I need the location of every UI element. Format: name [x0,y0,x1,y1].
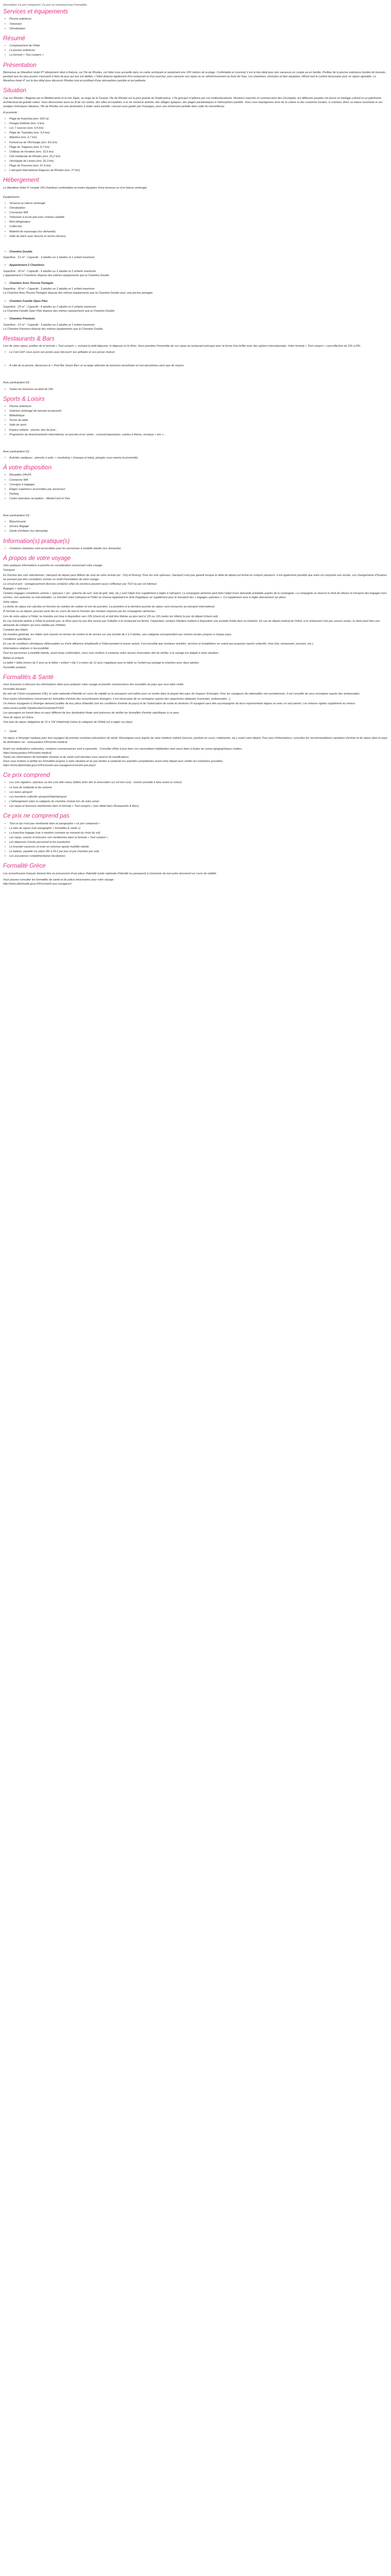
list-item: • Forteresse de l'Archange (env. 8,6 km) [3,141,388,145]
list-item: • Climatisation [3,206,388,210]
list-item: • Atlantica (env. 6,7 km) [3,135,388,140]
list-item: • La formule « Tout compris » [3,53,388,57]
list-item: • Toutes les boissons au-delà de 23h. [3,387,388,392]
propos-paragraph: À l'arrivée ou au départ, pouvant avoir lieu en cours de nuit en fonction des horaires imposés par les compagnies aériennes. [3,610,156,614]
list-item: • Tennis de table [3,418,388,422]
proximity-list [3,117,388,173]
list-item: • Plage de Kolymbia (env. 600 m) [3,117,388,121]
sports-pay-list [3,456,388,460]
list-item: • Certaines chambres sont accessibles pour les personnes à mobilité réduite (sur demande). [3,547,388,551]
list-item: • Parking [3,492,388,496]
list-item: • Salle de bains avec douche et sèche-cheveux [3,234,388,239]
propos-paragraph: Transport [3,569,15,572]
propos-paragraph: Bébés et enfants [3,656,24,660]
restaurants-list [3,350,388,354]
services-list [3,17,388,30]
propos-paragraph: Formalité sanitaire [3,666,26,669]
list-item: • L'aéroport international Diagoras de Rhodes (env. 27 km) [3,168,388,173]
room-name: • Chambre Famille Open Plan [3,299,388,303]
pay-note: Avec participation (€) : [3,514,31,518]
propos-paragraph: Conduite des hôtels [3,628,28,632]
propos-paragraph: Informations relatives à l'accessibilité [3,647,49,651]
section-title-ne-comprend: Ce prix ne comprend pas [3,813,70,820]
formalites-link[interactable]: www.service-public.fr/particuliers/vosdroits/F1922 [3,706,64,710]
list-item: • Cartes bancaires acceptées : MasterCard et Visa [3,497,388,501]
identite-text-2: Vous pouvez consulter les formalités de santé et de police nécessaires pour votre voyage : http://www.diplomatie.gouv.fr/fr/conseils-aux-voyageurs/ [3,878,115,886]
list-item: • Activités nautiques : planche à voile, « snorkeling » (masque et tuba), plongée sous-marine (à proximité) [3,456,388,460]
disposition-list [3,473,388,501]
list-item: • Les repas et boissons mentionnés dans la formule « Tout compris » (voir détail dans Restaurants & Bars) [3,804,388,808]
propos-paragraph: Conditions spécifiques [3,638,31,641]
section-title-comprend: Ce prix comprend [3,772,50,779]
propos-paragraph: En cas de conditions climatiques défavorables ou d'une affluence inhabituelle à l'hôtel pendant la basse saison, il est possible que certaines activités, services et installations ne soient pas proposés (sports collectifs, mini-club, restaurants, piscines, etc.). [3,642,314,646]
list-item: • Consigne à bagages [3,483,388,487]
propos-paragraph: En fonction des vols sélectionnés, l'aéroport de départ peut différer de celui de votre arrivée (ex : Orly et Roissy). Pour les vols spéciaux, l'aéroport n'est pas garanti lorsque le délai de départ est fermé en compris plusieurs. Il est également possible que votre vol comporte une escale. Les changements d'horaires ne pouvant pas être considérés comme un motif d'annulation de votre voyage. [3,573,387,581]
formalites-paragraph: Taxe de séjour en Grèce [3,716,34,720]
equipment-title: Équipements : [3,195,21,199]
formalites-paragraph: Une taxe de séjour obligatoire de 1€ à 10€ (hôtel/nuit) (selon la catégorie de l'hôtel) est à régler sur place. [3,721,134,724]
list-item: • La piscine extérieure [3,48,388,53]
restaurants-pay-list [3,387,388,392]
formalites-paragraph: Au sein de l'Union européenne (UE), la carte nationale d'identité en cours de validité ou le passeport sont admis pour se rendre dans la plupart des pays de l'espace Schengen. Pour les voyageurs de nationalités non européennes, il est conseillé de vous renseigner auprès des ambassades. [3,692,361,696]
list-item: • Piscine extérieure [3,17,388,21]
list-item: • Les transferts collectifs aéroport/hôtel/aéroport [3,795,388,799]
room-name: • Appartement 2 Chambres [3,263,388,267]
list-item: • Les 7 sources (env. 5,4 km) [3,126,388,130]
propos-paragraph: Voici quelques informations à prendre en considération concernant votre voyage. [3,564,103,568]
list-item: • Programme de divertissements international, en journée et en soirée : concerts/spectacles, soirées à thème, musique « live »... [3,433,388,437]
list-item: • Espace enfants : piscine, aire de jeux... [3,428,388,432]
room-desc: Superficie : 30 m² - Capacité : 4 adultes ou 2 adultes et 2 enfants maximum L'appartement 2 Chambres dispose des mêmes équipements que la Chambre Double. [3,269,110,277]
room-desc: Superficie : 21 m² - Capacité : 3 adultes ou 2 adultes et 1 enfant maximum La Chambre Premium dispose des mêmes équipements que la Chambre Double. [3,323,104,331]
section-title-hebergement: Hébergement [3,177,39,184]
section-title-services: Services et équipements [3,9,68,15]
list-item: • Télévision [3,22,388,26]
propos-paragraph: De manière générale, les hôtels sont classés en termes de confort et de service sur une échelle de 2 à 5 étoiles, une catégorie correspondant aux normes locales propres à chaque pays. [3,633,232,636]
list-item: • Solarium aménagé de transats et parasols [3,409,388,413]
sports-list [3,404,388,437]
list-item: • À côté de la piscine, découvrez le « Pool Bar Snack Bar» et sa large sélection de boissons alcoolisées et non-alcoolisées ainsi que de snacks. [3,364,388,368]
list-item: • Climatisation [3,27,388,31]
formalites-paragraph: Vous trouverez ci-dessous les informations utiles pour préparer votre voyage et prendre connaissance des actualités du pays que vous allez visiter. [3,683,185,687]
list-item: • Les taxes aéroport [3,790,388,794]
formalites-paragraph: Un mineur voyageant à l'étranger demand justifier de leur pièce d'identité (voir les conditions d'entrée du pays) et de l'autorisation de sortie du territoire s'il voyagent sans être accompagnés de leurs représentants légaux ou avec un seul parent. Les mineurs rigides supplément au mineur. [3,702,356,705]
room-desc: Superficie : 21 m² - Capacité : 3 adultes ou 2 adultes et 1 enfant maximum [3,256,95,260]
list-item: • Coffre-fort [3,225,388,229]
propos-body [3,564,388,670]
pay-note: Avec participation (€) : [3,381,31,385]
formalites-paragraph: Formalité douanes [3,688,26,691]
health-list [3,730,388,734]
list-item: • Matériel de repassage (sur demande) [3,230,388,234]
list-item: • Mini-réfrigérateur [3,220,388,224]
propos-paragraph: La durée du séjour est calculée en fonction du nombre de nuitées et non de journées. La première et la dernière journée du séjour sont consacrés au transport international. [3,605,215,609]
situation-text: Cap sur Rhodes ! Baignée par la Méditerranée et la mer Égée, au large de la Turquie, l'île de Rhodes est la plus grande du Dodécanèse. L'île grecque m'attirera par son multiculturalisme. Plusieurs marchés et commercants des Oschiejabi, les différents peuples ont laissé un héritage culturel et un patrimoine architectural de grande valeur. Vous découvrirez aussi au fil de vos visites, des villes incroyables, à la vie nocturne animée, des villages typiques, des plages paradisiaques à l'atmosphère paisible. Vous vous imprégnerez ainsi de la culture et des coutumes locales, si colorées. Avec sa nature luxuriante et ses vestiges historiques fabuleux, l'île de Rhodes est une destination à visiter autre pareille. Laissez-vous guider par Ovoyages, pour une immersion parfaite dans cette île merveilleuse. [3,96,383,108]
section-title-identite: Formalité Grèce [3,863,46,870]
list-item: • La taxe de séjour (voir paragraphe « formalités & santé ») [3,826,388,831]
list-item: • Service Bagage [3,524,388,529]
comprend-list [3,781,388,808]
section-title-situation: Situation [3,88,26,94]
list-item: • Télévision à écran plat avec chaînes satellite [3,215,388,219]
propos-paragraph: Bagages « spéciaux » [3,587,31,590]
list-item: • Étages supérieurs accessibles par ascenseur [3,487,388,492]
room-name: • Chambre Double [3,250,388,254]
proximity-title: À proximité : [3,111,19,114]
list-item: • Cité médiévale de Rhodes (env. 25,2 km) [3,155,388,159]
list-item: • Connexion Wifi [3,478,388,482]
propos-paragraph: Votre séjour [3,601,18,604]
list-item: • Les vols réguliers, spéciaux ou low cost aller-retour (billets émis dès la réservation sur vol low cost) - touche possible à faire avant ou retour) [3,781,388,785]
room-name: • Chambre Premium [3,317,388,321]
disposition-pay-list [3,520,388,533]
list-item: • Complexement de l'hôtel [3,44,388,48]
list-item: • Blanchisserie [3,520,388,524]
propos-paragraph: Pour les personnes à mobilité réduite, avant toute confirmation, nous vous invitons à contacter notre service réservation afin de vérifier si le voyage est adapté à votre situation. [3,652,219,655]
list-item: • Piscine extérieure [3,404,388,409]
list-item: • Connexion Wifi [3,211,388,215]
section-title-information: Information(s) pratique(s) [3,538,70,545]
propos-paragraph: En cas d'arrivée tardive à l'hôtel le premier jour, le dîner peut ne pas être assuré par l'hôtelier si le restaurant est fermé. Cependant, certains hôteliers mettent à disposition une assiette froide dans la chambre. En cas de départ matinal de l'hôtel, si le restaurant n'est pas encore ouvert, le client peut faire une demande de collation qui sera validée par l'hôtelier. [3,619,380,627]
restaurants-intro: Lors de votre séjour, profitez de la formule « Tout compris », incluant le petit-déjeuner, le déjeuner et le dîner. Vous prendrez l'ensemble de vos repas au restaurant principal avec la forme d'un buffet avec des options internationales. Votre formule « Tout compris » sera effective de 10h à 23h. [3,345,361,348]
ne-comprend-list [3,822,388,859]
information-list [3,547,388,551]
section-title-presentation: Présentation [3,62,37,69]
list-item: • Plage de Prasonisi (env. 67,9 km) [3,164,388,168]
list-item: • Château de Feraklos (env. 15,5 km) [3,150,388,154]
section-title-sports: Sports & Loisirs [3,396,45,402]
list-item: • Paragia Kalithéa (env. 3 km) [3,122,388,126]
list-item: • Santé [3,730,388,734]
list-item: • Tout ce qui n'est pas mentionné dans le paragraphe « ce prix comprend » [3,822,388,826]
formalites-paragraph: Les passagers en transit dans un pays différent de leur destination finale sont prévenus de vérifier les formalités d'entrée spécifiques à ce pays. [3,711,180,715]
top-links[interactable]: Description Ce prix comprend / Ce prix ne comprend pas Formalités [3,4,87,7]
room-desc: Superficie : 22 m² - Capacité : 4 adultes ou 2 adultes et 2 enfants maximum La Chambre Famille Open Plan dispose des mêmes équipements que la Chambre Double. [3,305,116,313]
list-item: • Bibliothèque [3,414,388,418]
list-item: • Le bateau, payable sur place (4€ à 26 € par jour et par chambre par nuit) [3,850,388,854]
equipment-list [3,201,388,239]
resume-list [3,44,388,57]
formalites-paragraph: Pour toutes informations concernant les formalités d'entrée des ressortissants étrangers, il est nécessaire de se renseigner auprès des organismes adéquats (consulats, ambassades...). [3,697,231,701]
list-item: • Les assurances complémentaires facultatives [3,854,388,858]
list-item: • Le fuse de solidarité et de carbone [3,786,388,790]
list-item: • Plage de Traganou (env. 8,7 km) [3,145,388,149]
hebergement-intro: Le Marathon Hotel 4* compte 140 chambres confortables et toutes équipées d'une terrasse ou d'un balcon aménagé. [3,186,148,190]
list-item: • Le bracelet vacances et reste en commun ajouté mobilité réduite [3,845,388,849]
section-title-resume: Résumé [3,35,25,42]
section-title-propos: À propos de votre voyage [3,555,71,562]
restaurants-list-2 [3,364,388,368]
section-title-restaurants: Restaurants & Bars [3,335,55,342]
list-item: • L'hébergement selon la catégorie de chambre choisie lors de votre achat [3,800,388,804]
room-name: • Chambre Avec Piscine Partagée [3,281,388,285]
list-item: • Les dépenses d'ordre personnel et les pourboires [3,840,388,844]
health-more: Avant vos réalisations ordonnées, certaines connaissances sont à reprendre : Consulter d'être à jour dans vos vaccinations habituelles mais aussi dans à toutes les zones géographiques visitées. https://www.pasteur.fr/fr/centre-medical Toutes les informations de formalités d'entrée et de santé sont données sous réserve de modifications. Nous vous invitons à vérifier les formalités propres à votre situation et ne pas hésiter à contacter les autorités compétentes avant votre départ pour vérifier les évolutions possibles. https://www.diplomatie.gouv.fr/fr/conseils-aux-voyageurs/conseils-par-pays/ [3,747,243,767]
propos-paragraph: Certains bagages considérés comme « spéciaux » (ex : planche de surf, club de golf, vélo, etc.) sont l'objet d'un supplément à régler à l'aéroport. La compagnie aérienne peut faire l'objet d'une demande préalable auprès de la compagnie. La compagnie se réserve le droit de refuser le transport des bagages hors normes, non autorisés ou mal emballés. Le transfert entre l'aéroport et l'hôtel se réserve également le droit d'appliquer un supplément pour le transport des « bagages spéciaux ». Ce supplément sera à régler directement sur place. [3,592,387,600]
section-title-formalites: Formalités & Santé [3,674,54,681]
list-item: • Terrasse ou balcon aménagé [3,201,388,206]
propos-paragraph: Lors de votre séjour à l'hôtel, la chambre est mise à disposition vers 15h (check-in) et doit être libérée au plus tard à 12h ou 12h (selon les hôtels) le jour du départ (check-out). [3,615,219,618]
health-text: Un séjour à l'étranger implique pour tout voyageur de prendre certaines précautions de santé. Renseignez-vous auprès de votre médecin traitant (vaccins, produits en cours, traitements, etc.) avant votre départ. Pour plus d'informations, consultez les recommandations sanitaires d'entrée et de séjour dans le pays de destination sur : www.pasteur.fr/fr/centre-medical. [3,737,388,744]
room-desc: Superficie : 30 m² - Capacité : 3 adultes ou 2 adultes et 1 enfant maximum La Chambre Avec Piscine Partagée dispose des mêmes équipements que la Chambre Double avec une piscine partagée. [3,287,154,295]
list-item: • Les repas, snacks et boissons non mentionnés dans la formule « Tout compris » [3,836,388,840]
list-item: • Le Coin Grill: vous ouvre ses portes pour découvrir ses grillades et ses pizzas maison. [3,350,388,354]
presentation-text: Bienvenue au Marathon Hotel 4*! Idéalement situé à Kalyvia, sur l'île de Rhodes, cet hôtel vous accueille dans un cadre verdoyant et seulement env. 600 mètres de la plage. Confortable et convivial, il est le lieu idéal pour des vacances en couple ou en famille. Profitez de la piscine extérieure bordée de transats, pendant que les plus jeunes s'amusent à faire de jeux qui leur est dédiée. L'hôtel dispose également d'un restaurant et d'un pool bar, pour savourer vos repas ou un rafraîchissement au bord de l'eau. Les chambres, rénovées et bien équipées, offrent tout le confort nécessaire pour un séjour agréable. Le Marathon Hotel 4* est le lieu idéal pour découvrir Rhodes tout en profitant d'une atmosphère paisible et accueillante. [3,71,386,83]
section-title-disposition: À votre disposition [3,465,52,471]
formalites-body [3,683,388,724]
list-item: • Plage de Tsampika (env. 5,6 km) [3,131,388,135]
list-item: • Réception 24h/24 [3,473,388,477]
list-item: • Garde d'enfants (sur demande) [3,529,388,533]
list-item: • Salle de sport [3,423,388,427]
identite-text: Les ressortissants français doivent être en possession d'une pièce d'identité (carte nationale d'identité ou passeport) à l'exclusion de tout autre document en cours de validité. [3,872,217,875]
propos-paragraph: Le circuit et prix : outrageusement diverses certaines villes de province peuvent aussi s'effectuer par TGV ou par vol intérieur. [3,582,158,586]
propos-paragraph: Le bébé = bébé (moins de 2 ans) ou le bébé + enfant = (de 2 à moins de 12 ans) s'appliquer pour le bébé ou l'enfant qui partage la chambre avec deux adultes. [3,661,200,665]
list-item: • Ubchégale de Lindos (env. 26,3 km) [3,159,388,163]
list-item: • La franchise bagage (voir à mention contraire au moment du choix du vol) [3,831,388,835]
pay-note: Avec participation (€) : [3,450,31,453]
